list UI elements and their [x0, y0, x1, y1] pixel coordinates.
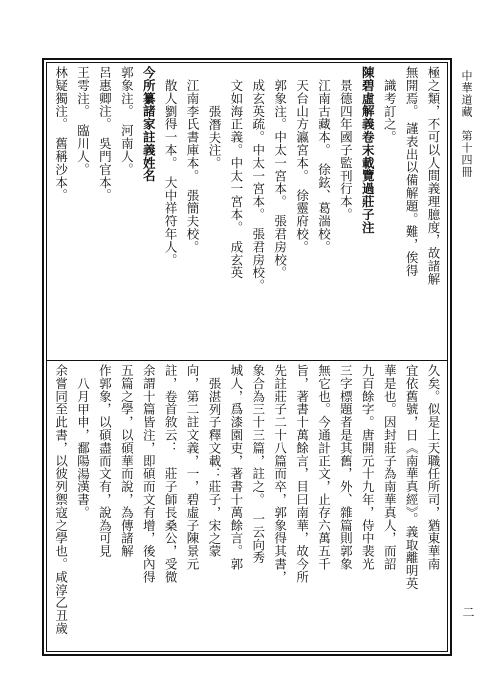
text-column: 呂惠卿注。 吳門官本。 — [97, 66, 113, 202]
text-column: 象合為三十三篇，註之。 一云向秀 — [250, 364, 266, 565]
text-column: 識考訂之。 — [382, 79, 398, 144]
text-column: 三字標題者是其舊，外、雜篇則郭象 — [338, 364, 354, 571]
text-column: 張湛列子釋文載：莊子，宋之蒙 — [206, 377, 222, 558]
running-header: 中華道藏 第十四冊 — [460, 70, 473, 178]
text-column: 五篇之學，以碩華而說，為傳諸解 — [119, 364, 135, 558]
text-column: 註，卷首敘云： 莊子師長桑公，受微 — [163, 364, 179, 584]
text-column: 郭象注。 河南人。 — [119, 66, 135, 176]
text-column: 無開焉。 謹表出以備解題。難，俟得 — [404, 66, 420, 277]
text-column: 天台山方瀛宮本。 徐靈府校。 — [294, 79, 310, 254]
text-column: 成玄英疏。中太一宮本。 張君房校。 — [250, 79, 266, 293]
top-text-panel — [50, 66, 444, 356]
text-column: 宜依舊號，日《南華真經》。義取離明英 — [404, 364, 420, 590]
text-column: 九百餘字。唐開元十九年，侍中裴光 — [360, 364, 376, 571]
text-column: 江南古藏本。 徐鉉、葛湍校。 — [316, 79, 332, 254]
text-column: 張潛夫注。 — [206, 105, 222, 170]
text-column: 華是也。因封莊子為南華真人，而詔 — [382, 364, 398, 571]
text-column: 城人，爲漆園吏，著書十萬餘言。郭 — [228, 364, 244, 571]
text-column: 八月甲申，鄱陽湯漢書。 — [75, 377, 91, 519]
text-column: 先註莊子二十八篇而卒，郭象得其書， — [272, 364, 288, 584]
text-column: 郭象注。中太一宮本。 張君房校。 — [272, 79, 288, 280]
text-column: 散人劉得一本。 大中祥符年人。 — [163, 79, 179, 267]
text-column: 向，第二註文義，一，碧虛子陳景元 — [185, 364, 201, 571]
text-column: 文如海正義。中太一宮本。 成玄英 — [228, 79, 244, 280]
page-number: 二 — [461, 606, 475, 618]
text-column: 久矣。似是上天職任所司，猶東華南 — [426, 364, 441, 571]
text-column: 江南李氏書庫本。 張簡夫校。 — [185, 79, 201, 254]
text-column: 王雩注。 臨川人。 — [75, 66, 91, 176]
text-column: 林疑獨注。 舊稱沙本。 — [53, 66, 69, 202]
section-heading: 今所纂諸家註義姓名 — [141, 66, 157, 183]
text-column: 余嘗同至此書，以彼列禦寇之學也。咸淳乙丑歲 — [53, 364, 69, 635]
text-column: 作郭象，以碩盡而文有，說為可見 — [97, 364, 113, 558]
text-column: 余謂十篇皆注，即碩而文有增，後內得 — [141, 364, 157, 584]
text-column: 極之類，不可以人間義理臆度，故諸解 — [426, 66, 441, 286]
section-heading: 陳碧虛解義卷末載覽過莊子注 — [360, 66, 376, 234]
text-column: 景德四年國子監刊行本。 — [338, 79, 354, 221]
bottom-text-panel — [50, 364, 444, 650]
text-column: 旨，著書十萬餘言，目曰南華，故今所 — [294, 364, 310, 584]
middle-divider — [46, 360, 448, 361]
text-column: 無它也。今通計正文，止存六萬五千 — [316, 364, 332, 571]
